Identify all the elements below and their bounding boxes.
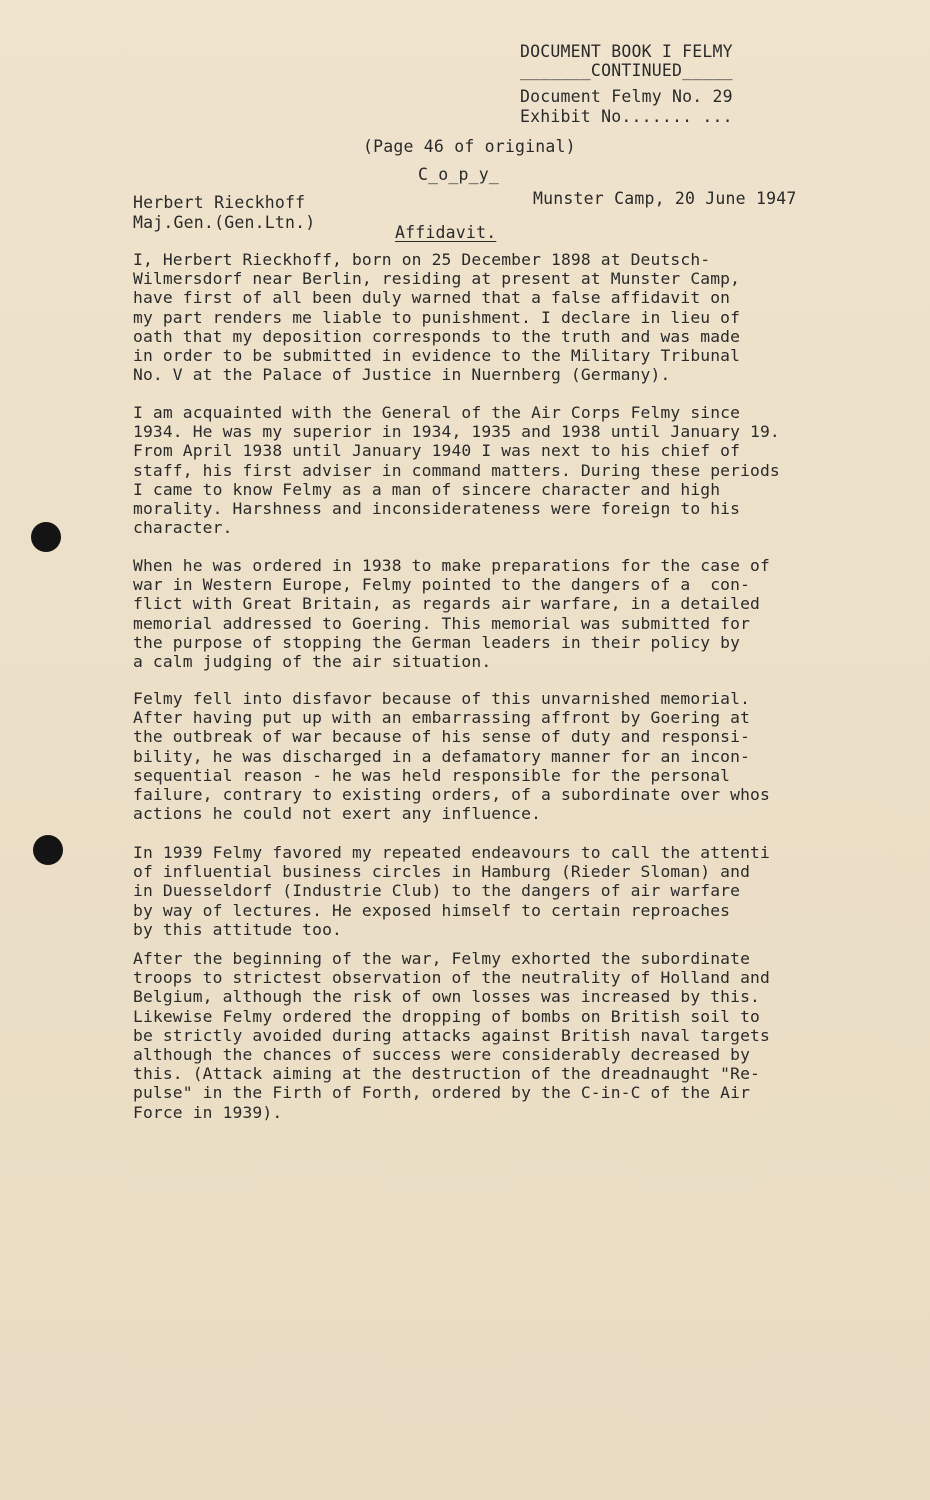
document-book-heading: DOCUMENT BOOK I FELMY [520, 42, 733, 61]
paragraph-memorial: When he was ordered in 1938 to make preparations for the case of war in Western Europe, Felmy pointed to the dangers of a con- flict with Great Britain, as regards air warfare, in a detailed memorial addressed to Goering. This memorial was submitted for the purpose of stopping the German leaders in their policy by a calm judging of the air situation. [133, 556, 770, 672]
paragraph-lectures: In 1939 Felmy favored my repeated endeavours to call the attenti of influential business circles in Hamburg (Rieder Sloman) and in Duesseldorf (Industrie Club) to the dangers of air warfare by way of lectures. He exposed himself to certain reproaches by this attitude too. [133, 843, 770, 939]
paragraph-deposition: I, Herbert Rieckhoff, born on 25 December 1898 at Deutsch- Wilmersdorf near Berlin, residing at present at Munster Camp, have first of all been duly warned that a false affidavit on my part renders me liable to punishment. I declare in lieu of oath that my deposition corresponds to the truth and was made in order to be submitted in evidence to the Military Tribunal No. V at the Palace of Justice in Nuernberg (Germany). [133, 250, 741, 385]
exhibit-number: Exhibit No....... ... [520, 107, 733, 126]
copy-label: C_o_p_y_ [418, 165, 500, 184]
page-reference: (Page 46 of original) [363, 137, 576, 156]
author-rank: Maj.Gen.(Gen.Ltn.) [133, 213, 316, 232]
punch-hole-bottom [33, 835, 63, 865]
affidavit-title: Affidavit. [395, 223, 497, 242]
paragraph-neutrality: After the beginning of the war, Felmy exhorted the subordinate troops to strictest observation of the neutrality of Holland and Belgium, although the risk of own losses was increased by this. Likewise Felmy ordered the dropping of bombs on British soil to be strictly avoided during attacks against British naval targets although the chances of success were considerably decreased by this. (Attack aiming at the destruction of the dreadnaught "Re- pulse" in the Firth of Forth, ordered by the C-in-C of the Air Force in 1939). [133, 949, 770, 1122]
author-name: Herbert Rieckhoff [133, 193, 306, 212]
paragraph-acquaintance: I am acquainted with the General of the Air Corps Felmy since 1934. He was my superior in 1934, 1935 and 1938 until January 19. From April 1938 until January 1940 I was next to his chief of staff, his first adviser in command matters. During these periods I came to know Felmy as a man of sincere character and high morality. Harshness and inconsiderateness were foreign to his character. [133, 403, 780, 538]
place-and-date: Munster Camp, 20 June 1947 [533, 189, 797, 208]
punch-hole-top [31, 522, 61, 552]
paragraph-disfavor: Felmy fell into disfavor because of this unvarnished memorial. After having put up with an embarrassing affront by Goering at the outbreak of war because of his sense of duty and responsi- bility, he was discharged in a defamatory manner for an incon- sequential reason - he was held responsible for the personal failure, contrary to existing orders, of a subordinate over whos actions he could not exert any influence. [133, 689, 770, 824]
document-number: Document Felmy No. 29 [520, 87, 733, 106]
continued-label: _______CONTINUED_____ [520, 61, 733, 80]
